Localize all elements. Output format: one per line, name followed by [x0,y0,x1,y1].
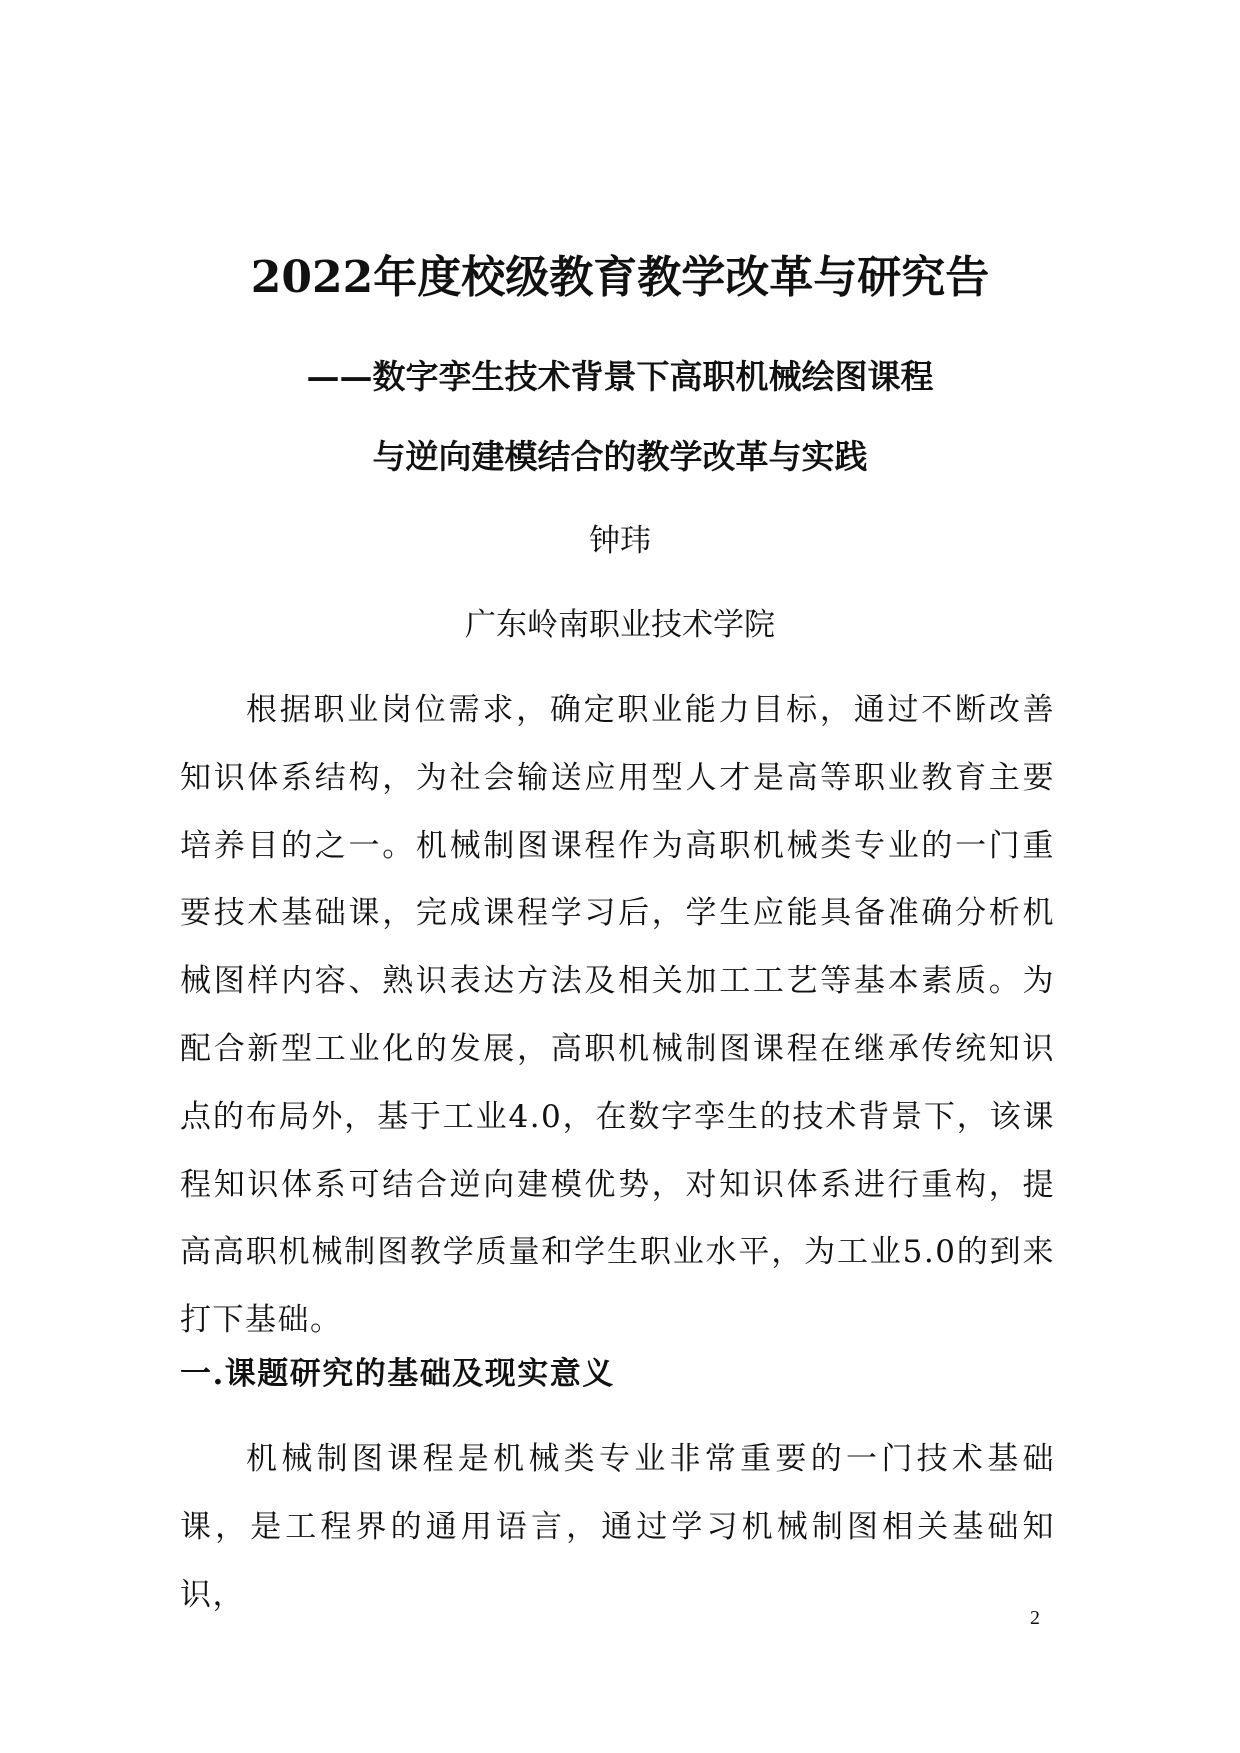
page-number: 2 [1030,1607,1040,1629]
document-subtitle-line2: 与逆向建模结合的教学改革与实践 [372,437,868,476]
document-subtitle-line1: ——数字孪生技术背景下高职机械绘图课程 [306,357,934,396]
author-name: 钟玮 [589,523,651,559]
section-1-paragraph: 机械制图课程是机械类专业非常重要的一门技术基础课，是工程界的通用语言，通过学习机械制图相关基础知识， [180,1441,1055,1613]
intro-paragraph: 根据职业岗位需求，确定职业能力目标，通过不断改善知识体系结构，为社会输送应用型人才是高等职业教育主要培养目的之一。机械制图课程作为高职机械类专业的一门重要技术基础课，完成课程学习后，学生应能具备准确分析机械图样内容、熟识表达方法及相关加工工艺等基本素质。为配合新型工业化的发展，高职机械制图课程在继承传统知识点的布局外，基于工业4.0，在数字孪生的技术背景下，该课程知识体系可结合逆向建模优势，对知识体系进行重构，提高高职机械制图教学质量和学生职业水平，为工业5.0的到来打下基础。 [180,692,1055,1339]
institution-name: 广东岭南职业技术学院 [465,607,775,643]
document-title: 2022年度校级教育教学改革与研究告 [250,252,990,303]
section-heading-1: 一.课题研究的基础及现实意义 [180,1356,615,1392]
